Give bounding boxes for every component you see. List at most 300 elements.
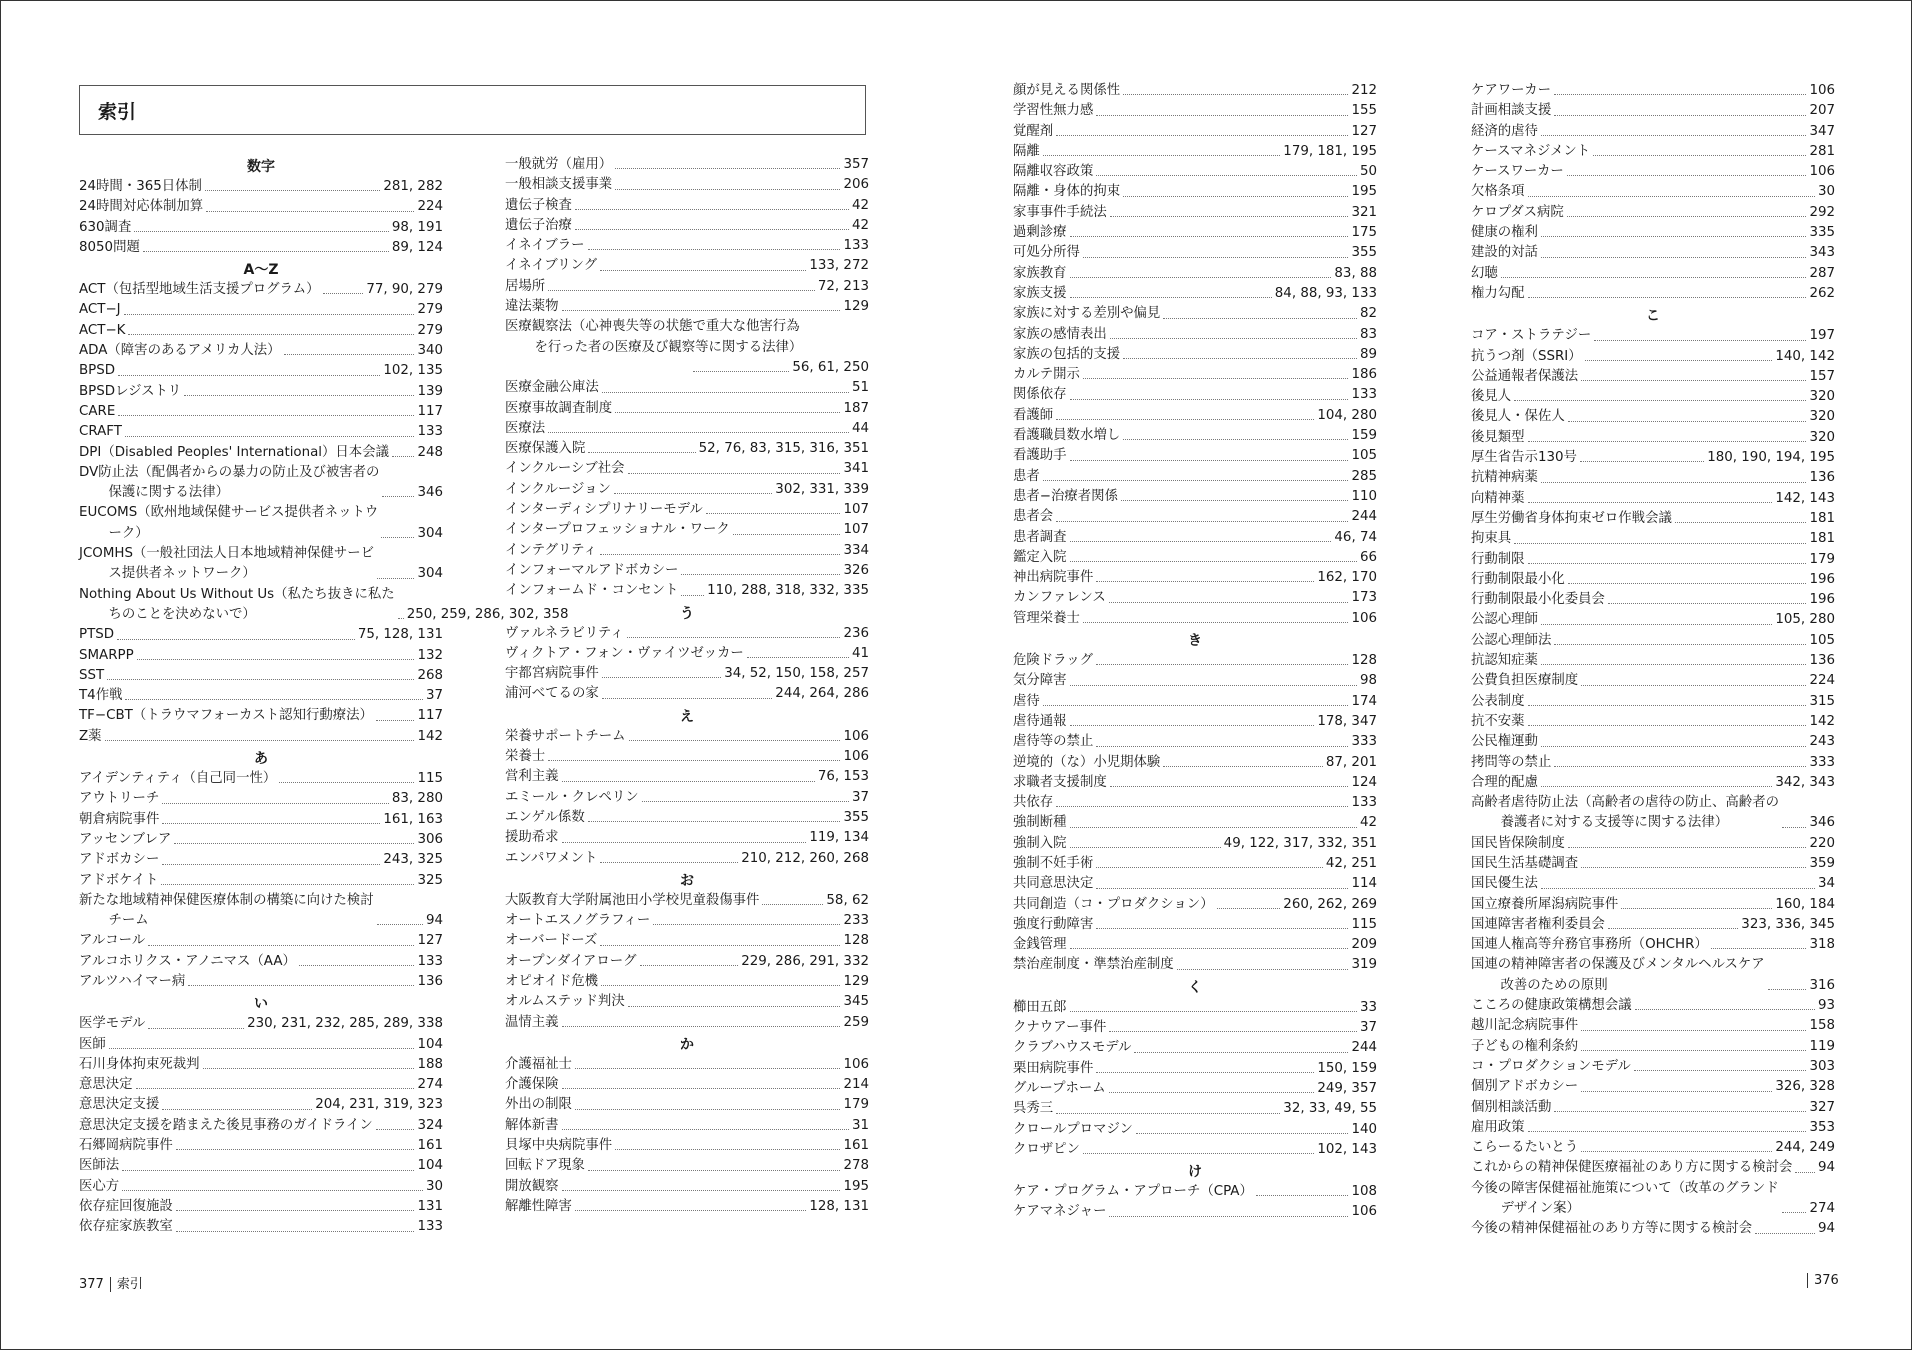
page-refs: 197 <box>1809 328 1835 344</box>
index-entry <box>1013 487 1377 507</box>
index-term <box>79 891 374 932</box>
index-entry <box>79 280 443 300</box>
index-term: 居場所 <box>505 278 546 294</box>
leader-dots <box>134 231 389 232</box>
leader-dots <box>1528 1131 1807 1132</box>
leader-dots <box>588 249 841 250</box>
leader-dots <box>575 1210 806 1211</box>
leader-dots <box>1635 1009 1815 1010</box>
index-entry <box>79 1014 443 1034</box>
index-entry <box>79 1116 443 1136</box>
index-term: カルテ開示 <box>1013 367 1080 383</box>
index-entry <box>1471 1118 1835 1138</box>
page-refs: 250, 259, 286, 302, 358 <box>406 606 569 622</box>
index-entry <box>1471 996 1835 1016</box>
index-entry <box>1471 182 1835 202</box>
index-entry <box>79 197 443 217</box>
section-heading: く <box>1188 979 1202 996</box>
leader-dots <box>1541 624 1772 625</box>
page-refs: 341 <box>843 461 869 477</box>
leader-dots <box>602 677 721 678</box>
page-refs: 321 <box>1351 204 1377 220</box>
leader-dots <box>1070 541 1332 542</box>
page-refs: 132 <box>417 647 443 663</box>
page-refs: 268 <box>417 667 443 683</box>
index-term: 強制入院 <box>1013 835 1067 851</box>
page-refs: 243, 325 <box>383 852 443 868</box>
leader-dots <box>1554 644 1806 645</box>
page-refs: 161, 163 <box>383 811 443 827</box>
index-term: 幻聴 <box>1471 265 1498 281</box>
index-term: オルムステッド判決 <box>505 994 625 1010</box>
leader-dots <box>162 803 389 804</box>
index-term: 遺伝子治療 <box>505 217 572 233</box>
index-entry <box>505 727 869 747</box>
index-term <box>79 503 378 544</box>
page-refs: 174 <box>1351 693 1377 709</box>
index-term-line: ス提供者ネットワーク） <box>108 566 256 582</box>
index-entry <box>1013 284 1377 304</box>
leader-dots <box>1568 847 1807 848</box>
page-refs: 292 <box>1809 204 1835 220</box>
index-entry <box>505 1116 869 1136</box>
index-entry <box>1013 1018 1377 1038</box>
leader-dots <box>184 395 414 396</box>
page-refs: 278 <box>843 1158 869 1174</box>
index-term: オープンダイアローグ <box>505 953 637 969</box>
leader-dots <box>1083 378 1348 379</box>
index-term: 外出の制限 <box>505 1097 572 1113</box>
leader-dots <box>575 1109 840 1110</box>
index-term: 抗うつ剤（SSRI） <box>1471 348 1582 364</box>
leader-dots <box>615 412 840 413</box>
index-term: 呉秀三 <box>1013 1101 1054 1117</box>
section-heading: A～Z <box>243 262 279 279</box>
index-term: 意思決定支援 <box>79 1097 160 1113</box>
page-refs: 195 <box>1351 184 1377 200</box>
index-entry <box>1013 753 1377 773</box>
page-refs: 133 <box>417 953 443 969</box>
page-refs: 155 <box>1351 103 1377 119</box>
index-entry <box>505 1055 869 1075</box>
index-term: クナウアー事件 <box>1013 1020 1107 1036</box>
page-refs: 104 <box>417 1158 443 1174</box>
index-term: 回転ドア現象 <box>505 1158 585 1174</box>
index-term: T4作戦 <box>79 688 123 704</box>
page-refs: 140, 142 <box>1775 348 1835 364</box>
page-refs: 42 <box>851 217 869 233</box>
index-term-line: Nothing About Us Without Us（私たち抜きに私た <box>79 586 395 602</box>
leader-dots <box>1070 847 1221 848</box>
index-entry <box>79 402 443 422</box>
page-refs: 104 <box>417 1036 443 1052</box>
index-entry <box>505 500 869 520</box>
page-refs: 37 <box>851 789 869 805</box>
leader-dots <box>1123 196 1348 197</box>
leader-dots <box>627 637 841 638</box>
index-entry <box>1471 651 1835 671</box>
page-refs: 37 <box>425 688 443 704</box>
index-entry <box>1013 955 1377 975</box>
leader-dots <box>1514 543 1806 544</box>
page-refs: 129 <box>843 973 869 989</box>
leader-dots <box>747 657 849 658</box>
index-term: 医療金融公庫法 <box>505 380 599 396</box>
index-term-line: JCOMHS（一般社団法人日本地域精神保健サービ <box>79 546 374 562</box>
page-refs: 161 <box>417 1138 443 1154</box>
page-refs: 220 <box>1809 835 1835 851</box>
index-term: ACT−K <box>79 322 126 338</box>
index-entry <box>79 686 443 706</box>
index-term: コア・ストラテジー <box>1471 328 1592 344</box>
index-entry <box>1471 347 1835 367</box>
index-term: こころの健康政策構想会議 <box>1471 998 1632 1014</box>
page-refs: 94 <box>1817 1221 1835 1237</box>
index-entry <box>505 911 869 931</box>
page-refs: 161 <box>843 1138 869 1154</box>
index-term: 温情主義 <box>505 1014 559 1030</box>
leader-dots <box>615 168 840 169</box>
index-term: 国連人権高等弁務官事務所（OHCHR） <box>1471 937 1708 953</box>
index-term: オートエスノグラフィー <box>505 913 651 929</box>
index-entry <box>1013 1079 1377 1099</box>
index-entry <box>1013 182 1377 202</box>
index-term: 公民権運動 <box>1471 734 1538 750</box>
index-entry <box>1013 426 1377 446</box>
index-entry <box>1471 915 1835 935</box>
page-refs: 186 <box>1351 367 1377 383</box>
leader-dots <box>628 1006 841 1007</box>
index-term: ADA（障害のあるアメリカ人法） <box>79 343 281 359</box>
page-refs: 327 <box>1809 1099 1835 1115</box>
page-refs: 195 <box>843 1178 869 1194</box>
leader-dots <box>176 1210 415 1211</box>
index-entry <box>505 664 869 684</box>
page-refs: 320 <box>1809 389 1835 405</box>
page-refs: 142, 143 <box>1775 490 1835 506</box>
index-entry <box>1013 122 1377 142</box>
index-term: 強度行動障害 <box>1013 916 1094 932</box>
page-refs: 136 <box>1809 470 1835 486</box>
index-term: 営利主義 <box>505 769 559 785</box>
index-entry <box>79 706 443 726</box>
index-entry <box>1471 590 1835 610</box>
leader-dots <box>1768 989 1807 990</box>
index-entry <box>1471 895 1835 915</box>
page-refs: 37 <box>1359 1020 1377 1036</box>
leader-dots <box>109 1048 415 1049</box>
index-term: 個別相談活動 <box>1471 1099 1552 1115</box>
leader-dots <box>1554 115 1806 116</box>
page-refs: 142 <box>417 728 443 744</box>
index-term: インテグリティ <box>505 542 597 558</box>
leader-dots <box>161 884 414 885</box>
page-refs: 357 <box>843 157 869 172</box>
index-entry <box>1471 935 1835 955</box>
page-refs: 187 <box>843 400 869 416</box>
page-refs: 359 <box>1809 855 1835 871</box>
index-entry <box>1471 1016 1835 1036</box>
leader-dots <box>382 496 414 497</box>
index-term: 24時間・365日体制 <box>79 179 202 194</box>
index-term: 看護師 <box>1013 407 1054 423</box>
index-term: インターディシプリナリーモデル <box>505 502 703 518</box>
index-term: CRAFT <box>79 424 122 440</box>
leader-dots <box>562 1129 849 1130</box>
index-term: 共同意思決定 <box>1013 876 1094 892</box>
index-term: 患者−治療者関係 <box>1013 488 1118 504</box>
index-term: 逆境的（な）小児期体験 <box>1013 754 1161 770</box>
leader-dots <box>1070 460 1349 461</box>
index-entry <box>505 1013 869 1033</box>
page-refs: 139 <box>417 383 443 399</box>
leader-dots <box>137 659 415 660</box>
index-term: こらーるたいとう <box>1471 1140 1579 1156</box>
page-refs: 229, 286, 291, 332 <box>741 953 869 969</box>
leader-dots <box>1608 928 1738 929</box>
page-refs: 302, 331, 339 <box>775 481 869 497</box>
index-term: アルツハイマー病 <box>79 973 186 989</box>
page-refs: 128, 131 <box>809 1198 869 1214</box>
page-refs: 150, 159 <box>1317 1060 1377 1076</box>
index-entry <box>505 1156 869 1176</box>
page-refs: 320 <box>1809 409 1835 425</box>
page-refs: 319 <box>1351 957 1377 973</box>
index-entry <box>1013 1140 1377 1160</box>
page-refs: 243 <box>1809 734 1835 750</box>
index-term: BPSD <box>79 363 116 379</box>
index-term: 患者調査 <box>1013 529 1067 545</box>
index-term: グループホーム <box>1013 1080 1106 1096</box>
page-refs: 335 <box>1809 225 1835 241</box>
leader-dots <box>602 698 773 699</box>
index-entry <box>1013 446 1377 466</box>
index-entry <box>505 992 869 1012</box>
leader-dots <box>1795 1172 1815 1173</box>
leader-dots <box>681 595 704 596</box>
page-refs: 89 <box>1359 346 1377 362</box>
index-entry <box>1013 1099 1377 1119</box>
index-entry <box>1013 895 1377 915</box>
index-term-line: チーム <box>108 913 149 929</box>
index-entry <box>1013 1182 1377 1202</box>
index-entry <box>1471 854 1835 874</box>
index-term: 浦河べてるの家 <box>505 686 599 702</box>
index-entry <box>1013 101 1377 121</box>
leader-dots <box>1109 1092 1315 1093</box>
index-term: アドボケイト <box>79 872 159 888</box>
index-entry <box>1013 142 1377 162</box>
page-refs: 181 <box>1809 531 1835 547</box>
index-entry <box>505 972 869 992</box>
index-term: エンゲル係数 <box>505 809 585 825</box>
leader-dots <box>1070 399 1349 400</box>
page-refs: 244, 264, 286 <box>775 686 869 702</box>
leader-dots <box>1580 461 1704 462</box>
page-refs: 333 <box>1351 734 1377 750</box>
index-term: 遺伝子検査 <box>505 197 572 213</box>
page-refs: 77, 90, 279 <box>366 282 443 298</box>
leader-dots <box>1585 360 1773 361</box>
index-entry <box>79 810 443 830</box>
index-term: 権力勾配 <box>1471 285 1525 301</box>
leader-dots <box>1782 1212 1807 1213</box>
index-term: 隔離・身体的拘束 <box>1013 184 1121 200</box>
page-refs: 175 <box>1351 225 1377 241</box>
page-refs: 98, 191 <box>391 219 443 235</box>
index-entry <box>79 1156 443 1176</box>
page-refs: 76, 153 <box>817 769 869 785</box>
leader-dots <box>614 493 772 494</box>
index-term: 国民生活基礎調査 <box>1471 855 1579 871</box>
footer-label: 索引 <box>116 1277 143 1292</box>
index-entry <box>1013 712 1377 732</box>
index-term: TF−CBT（トラウマフォーカスト認知行動療法） <box>79 708 373 724</box>
index-term: 覚醒剤 <box>1013 123 1054 139</box>
leader-dots <box>323 293 364 294</box>
index-term: 計画相談支援 <box>1471 103 1552 119</box>
page-refs: 133 <box>843 238 869 254</box>
page-refs: 342, 343 <box>1775 774 1835 790</box>
index-entry <box>79 727 443 747</box>
section-heading: お <box>680 872 694 889</box>
leader-dots <box>1096 746 1348 747</box>
index-term-line: 新たな地域精神保健医療体制の構築に向けた検討 <box>79 892 374 908</box>
leader-dots <box>1554 766 1806 767</box>
page-refs: 244 <box>1351 1040 1377 1056</box>
page-refs: 279 <box>417 302 443 318</box>
footer-left <box>79 1273 143 1292</box>
leader-dots <box>1110 786 1349 787</box>
index-entry <box>1013 692 1377 712</box>
index-entry <box>505 767 869 787</box>
index-term: 鑑定入院 <box>1013 549 1067 565</box>
index-term <box>1471 955 1765 996</box>
page-refs: 33 <box>1359 999 1377 1015</box>
index-term: インタープロフェッショナル・ワーク <box>505 522 730 538</box>
page-refs: 127 <box>1351 123 1377 139</box>
index-term: 向精神薬 <box>1471 490 1525 506</box>
leader-dots <box>1109 1216 1348 1217</box>
index-term: 医療保護入院 <box>505 441 586 457</box>
index-term: 解体新書 <box>505 1117 559 1133</box>
index-term: 経済的虐待 <box>1471 123 1538 139</box>
index-entry <box>505 828 869 848</box>
leader-dots <box>398 618 404 619</box>
index-term-line: 国連の精神障害者の保護及びメンタルヘルスケア <box>1471 957 1765 973</box>
leader-dots <box>1070 561 1357 562</box>
index-term: 今後の精神保健福祉のあり方等に関する検討会 <box>1471 1221 1753 1237</box>
index-entry <box>1471 712 1835 732</box>
index-entry <box>505 236 869 256</box>
index-term: 子どもの権利条約 <box>1471 1038 1579 1054</box>
index-entry <box>79 931 443 951</box>
index-entry <box>1013 243 1377 263</box>
page-refs: 131 <box>417 1198 443 1214</box>
page-refs: 82 <box>1359 306 1377 322</box>
index-entry <box>1013 813 1377 833</box>
page-refs: 333 <box>1809 754 1835 770</box>
page-refs: 262 <box>1809 285 1835 301</box>
index-entry <box>79 321 443 341</box>
page-refs: 58, 62 <box>826 892 869 908</box>
page-number-left: 377 <box>79 1277 111 1292</box>
index-entry <box>1013 81 1377 101</box>
index-term: 患者会 <box>1013 509 1054 525</box>
page-refs: 210, 212, 260, 268 <box>741 850 869 866</box>
leader-dots <box>1755 1233 1815 1234</box>
page-refs: 244, 249 <box>1775 1140 1835 1156</box>
index-entry <box>1471 122 1835 142</box>
leader-dots <box>1256 1195 1349 1196</box>
index-entry <box>505 849 869 869</box>
leader-dots <box>143 251 389 252</box>
page-refs: 178, 347 <box>1317 713 1377 729</box>
index-entry <box>1471 264 1835 284</box>
page-refs: 119, 134 <box>809 830 869 846</box>
index-term: 合理的配慮 <box>1471 774 1538 790</box>
leader-dots <box>629 740 841 741</box>
index-term: BPSDレジストリ <box>79 383 182 399</box>
leader-dots <box>1083 257 1348 258</box>
leader-dots <box>600 945 840 946</box>
index-term: SMARPP <box>79 647 134 663</box>
index-term: 家族教育 <box>1013 265 1067 281</box>
leader-dots <box>1541 786 1772 787</box>
leader-dots <box>562 781 815 782</box>
index-entry <box>505 644 869 664</box>
page-refs: 34, 52, 150, 158, 257 <box>724 666 869 682</box>
leader-dots <box>206 211 414 212</box>
index-entry <box>79 952 443 972</box>
page-refs: 52, 76, 83, 315, 316, 351 <box>698 441 869 457</box>
page-refs: 274 <box>1809 1201 1835 1217</box>
index-entry <box>1471 610 1835 630</box>
index-entry <box>1471 162 1835 182</box>
leader-dots <box>588 1170 840 1171</box>
index-entry <box>1013 507 1377 527</box>
index-term: 神出病院事件 <box>1013 570 1094 586</box>
index-entry <box>79 850 443 870</box>
index-term: 健康の権利 <box>1471 225 1538 241</box>
page-refs: 304 <box>417 525 443 541</box>
leader-dots <box>1711 948 1807 949</box>
section-heading: 数字 <box>247 159 275 175</box>
index-term: 公費負担医療制度 <box>1471 673 1579 689</box>
index-entry <box>79 972 443 992</box>
leader-dots <box>376 1129 415 1130</box>
index-term: オーバードーズ <box>505 933 598 949</box>
index-term: 隔離 <box>1013 143 1040 159</box>
leader-dots <box>1043 705 1349 706</box>
index-entry <box>1013 345 1377 365</box>
index-entry <box>1471 753 1835 773</box>
page-refs: 119 <box>1809 1038 1835 1054</box>
leader-dots <box>588 452 695 453</box>
page-refs: 306 <box>417 831 443 847</box>
page-refs: 315 <box>1809 693 1835 709</box>
index-term: 医師法 <box>79 1158 120 1174</box>
leader-dots <box>174 843 414 844</box>
page-refs: 30 <box>425 1178 443 1194</box>
index-column-3 <box>1013 81 1377 1223</box>
leader-dots <box>1608 603 1807 604</box>
leader-dots <box>1675 522 1807 523</box>
index-entry <box>1471 468 1835 488</box>
index-entry <box>505 891 869 911</box>
index-term: 石郷岡病院事件 <box>79 1138 173 1154</box>
page-refs: 334 <box>843 542 869 558</box>
